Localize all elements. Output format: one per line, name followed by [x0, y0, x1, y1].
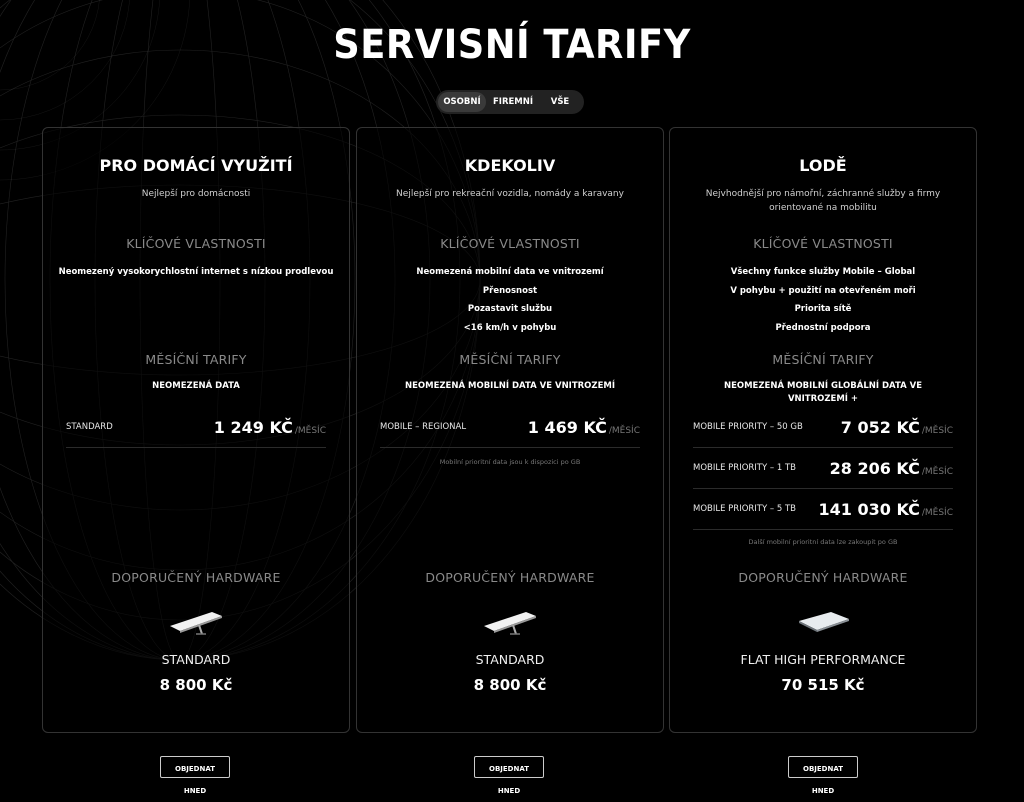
plan-card-anywhere — [356, 127, 664, 733]
hardware-heading: DOPORUČENÝ HARDWARE — [111, 570, 281, 585]
plans-heading: MĚSÍČNÍ TARIFY — [772, 352, 874, 367]
standard-dish-image — [480, 606, 540, 636]
plan-card-boats — [669, 127, 977, 733]
plan-card-home — [42, 127, 350, 733]
standard-dish-image — [166, 606, 226, 636]
page-title: SERVISNÍ TARIFY — [333, 22, 691, 68]
plan-rows — [66, 407, 326, 448]
plan-row — [380, 407, 640, 448]
plans-subtitle: NEOMEZENÁ DATA — [152, 381, 240, 391]
order-button-home[interactable]: OBJEDNAT HNED — [160, 756, 230, 778]
order-button-anywhere[interactable]: OBJEDNAT HNED — [474, 756, 544, 778]
card-title: PRO DOMÁCÍ VYUŽITÍ — [99, 156, 293, 175]
feature-item: Přenosnost — [482, 285, 538, 296]
plan-price: 28 206 KČ — [829, 458, 920, 478]
order-button-boats[interactable]: OBJEDNAT HNED — [788, 756, 858, 778]
plan-row — [693, 489, 953, 530]
features-list — [43, 263, 349, 282]
features-list — [670, 263, 976, 337]
plans-subtitle: NEOMEZENÁ MOBILNÍ GLOBÁLNÍ DATA VE VNITROZEMÍ + — [723, 381, 923, 404]
plan-row — [66, 407, 326, 448]
plan-price: 7 052 KČ — [840, 417, 920, 437]
plans-heading: MĚSÍČNÍ TARIFY — [459, 352, 561, 367]
plans-note: Mobilní prioritní data jsou k dispozici po GB — [439, 458, 581, 466]
plan-period: /MĚSÍC — [921, 466, 953, 477]
feature-item: Neomezený vysokorychlostní internet s nízkou prodlevou — [58, 267, 334, 277]
hardware-price: 8 800 Kč — [159, 676, 233, 694]
plan-rows — [693, 407, 953, 530]
features-heading: KLÍČOVÉ VLASTNOSTI — [440, 236, 580, 251]
hardware-name: FLAT HIGH PERFORMANCE — [740, 652, 906, 667]
plan-period: /MĚSÍC — [921, 425, 953, 436]
hardware-price: 8 800 Kč — [473, 676, 547, 694]
hardware-price: 70 515 Kč — [781, 676, 865, 694]
plan-period: /MĚSÍC — [921, 507, 953, 518]
card-subtitle: Nejvhodnější pro námořní, záchranné služby a firmy orientované na mobilitu — [705, 189, 941, 213]
feature-item: Pozastavit službu — [467, 304, 553, 314]
card-subtitle: Nejlepší pro domácnosti — [141, 189, 251, 199]
feature-item: <16 km/h v pohybu — [463, 322, 557, 333]
plan-price-group — [214, 418, 326, 437]
plan-price-group — [819, 500, 954, 519]
feature-item: V pohybu + použití na otevřeném moři — [730, 285, 916, 296]
hardware-heading: DOPORUČENÝ HARDWARE — [738, 570, 908, 585]
plan-price: 1 469 KČ — [527, 417, 607, 437]
plan-price-group — [841, 418, 953, 437]
plans-note: Další mobilní prioritní data lze zakoupit po GB — [748, 538, 898, 546]
plan-name: MOBILE PRIORITY – 5 TB — [693, 504, 796, 514]
feature-item: Priorita sítě — [794, 304, 852, 314]
features-heading: KLÍČOVÉ VLASTNOSTI — [126, 236, 266, 251]
hardware-name: STANDARD — [161, 652, 231, 667]
card-subtitle: Nejlepší pro rekreační vozidla, nomády a karavany — [396, 189, 624, 199]
card-title: LODĚ — [799, 156, 847, 175]
plan-period: /MĚSÍC — [608, 425, 640, 436]
feature-item: Neomezená mobilní data ve vnitrozemí — [416, 267, 604, 277]
plan-price-group — [830, 459, 953, 478]
plans-subtitle: NEOMEZENÁ MOBILNÍ DATA VE VNITROZEMÍ — [404, 381, 616, 391]
tab-firemni[interactable]: FIREMNÍ — [492, 97, 534, 107]
plan-name: MOBILE PRIORITY – 1 TB — [693, 463, 796, 473]
tab-vse[interactable]: VŠE — [550, 97, 570, 107]
feature-item: Všechny funkce služby Mobile – Global — [730, 267, 916, 277]
segment-tabs — [436, 90, 584, 114]
plan-period: /MĚSÍC — [294, 425, 326, 436]
tab-osobni[interactable]: OSOBNÍ — [438, 92, 486, 112]
hardware-name: STANDARD — [475, 652, 545, 667]
features-heading: KLÍČOVÉ VLASTNOSTI — [753, 236, 893, 251]
plan-price: 1 249 KČ — [213, 417, 293, 437]
features-list — [357, 263, 663, 337]
feature-item: Přednostní podpora — [775, 322, 871, 333]
plan-name: STANDARD — [66, 422, 113, 432]
plan-row — [693, 448, 953, 489]
plans-heading: MĚSÍČNÍ TARIFY — [145, 352, 247, 367]
flat-dish-image — [793, 606, 853, 636]
plan-price: 141 030 KČ — [818, 499, 920, 519]
plan-name: MOBILE PRIORITY – 50 GB — [693, 422, 803, 432]
hardware-heading: DOPORUČENÝ HARDWARE — [425, 570, 595, 585]
plan-row — [693, 407, 953, 448]
card-title: KDEKOLIV — [464, 156, 556, 175]
plan-rows — [380, 407, 640, 448]
plan-name: MOBILE – REGIONAL — [380, 422, 467, 432]
plan-price-group — [528, 418, 640, 437]
